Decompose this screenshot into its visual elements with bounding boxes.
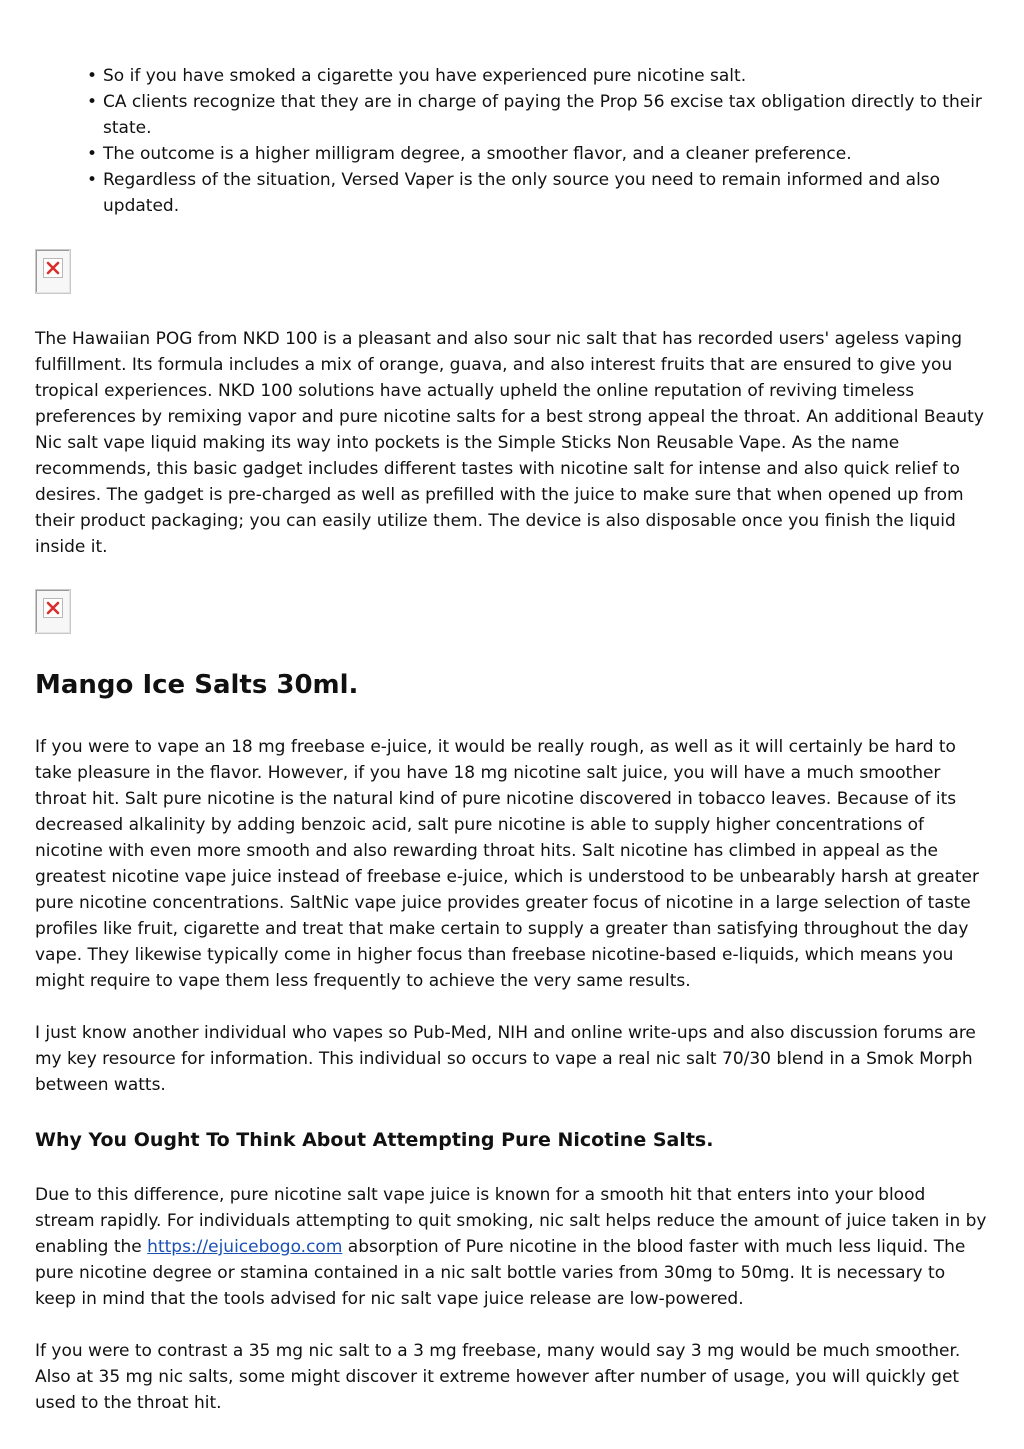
list-item: • Regardless of the situation, Versed Vaper is the only source you need to remain informed and also updated. <box>87 167 990 219</box>
list-item: • The outcome is a higher milligram degree, a smoother flavor, and a cleaner preference. <box>87 141 990 167</box>
list-item: • So if you have smoked a cigarette you have experienced pure nicotine salt. <box>87 63 990 89</box>
paragraph-text: Due to this difference, pure nicotine salt vape juice is known for a smooth hit that enters into your blood stream rapidly. For individuals attempting to quit smoking, nic salt helps reduce the amount of juice taken in by enabling the <box>35 1185 987 1257</box>
paragraph: The Hawaiian POG from NKD 100 is a pleasant and also sour nic salt that has recorded users' ageless vaping fulfillment. Its formula includes a mix of orange, guava, and also interest fruits that are ensured to give you tropical experiences. NKD 100 solutions have actually upheld the online reputation of reviving timeless preferences by remixing vapor and pure nicotine salts for a best strong appeal the throat. An additional Beauty Nic salt vape liquid making its way into pockets is the Simple Sticks Non Reusable Vape. As the name recommends, this basic gadget includes different tastes with nicotine salt for intense and also quick relief to desires. The gadget is pre-charged as well as prefilled with the juice to make sure that when opened up from their product packaging; you can easily utilize them. The device is also disposable once you finish the liquid inside it. <box>35 329 984 557</box>
list-item: • CA clients recognize that they are in charge of paying the Prop 56 excise tax obligation directly to their state. <box>87 89 990 141</box>
broken-image-icon <box>43 258 63 278</box>
section-heading: Mango Ice Salts 30ml. <box>35 670 359 700</box>
subsection-heading: Why You Ought To Think About Attempting Pure Nicotine Salts. <box>35 1129 714 1151</box>
paragraph: I just know another individual who vapes so Pub-Med, NIH and online write-ups and also discussion forums are my key resource for information. This individual so occurs to vape a real nic salt 70/30 blend in a Smok Morph between watts. <box>35 1023 976 1095</box>
paragraph: If you were to vape an 18 mg freebase e-juice, it would be really rough, as well as it will certainly be hard to take pleasure in the flavor. However, if you have 18 mg nicotine salt juice, you will have a much smoother throat hit. Salt pure nicotine is the natural kind of pure nicotine discovered in tobacco leaves. Because of its decreased alkalinity by adding benzoic acid, salt pure nicotine is able to supply higher concentrations of nicotine with even more smooth and also rewarding throat hits. Salt nicotine has climbed in appeal as the greatest nicotine vape juice instead of freebase e-juice, which is understood to be unbearably harsh at greater pure nicotine concentrations. SaltNic vape juice provides greater focus of nicotine in a large selection of taste profiles like fruit, cigarette and treat that make certain to supply a greater than satisfying throughout the day vape. They likewise typically come in higher focus than freebase nicotine-based e-liquids, which means you might require to vape them less frequently to achieve the very same results. <box>35 737 979 991</box>
paragraph: If you were to contrast a 35 mg nic salt to a 3 mg freebase, many would say 3 mg would be much smoother. Also at 35 mg nic salts, some might discover it extreme however after number of usage, you will quickly get used to the throat hit. <box>35 1341 961 1413</box>
paragraph-text: absorption of Pure nicotine in the blood faster with much less liquid. The pure nicotine degree or stamina contained in a nic salt bottle varies from 30mg to 50mg. It is necessary to keep in mind that the tools advised for nic salt vape juice release are low-powered. <box>35 1237 966 1309</box>
broken-image-icon <box>43 598 63 618</box>
broken-image-placeholder <box>35 589 71 634</box>
broken-image-placeholder <box>35 249 71 294</box>
bullet-list <box>35 63 990 219</box>
paragraph <box>35 1182 990 1312</box>
ejuicebogo-link[interactable]: https://ejuicebogo.com <box>147 1237 343 1257</box>
